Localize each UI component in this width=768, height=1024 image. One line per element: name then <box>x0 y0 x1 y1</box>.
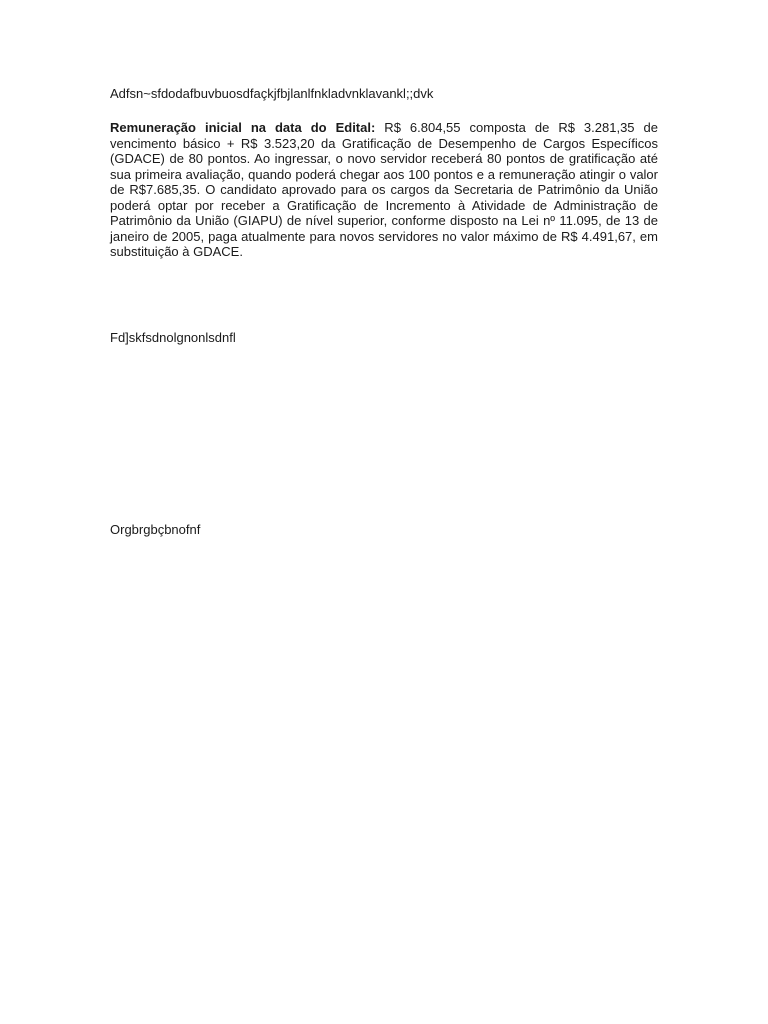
remuneration-paragraph <box>110 120 658 260</box>
text-line-2: Fd]skfsdnolgnonlsdnfl <box>110 330 236 345</box>
text-line-3: Orgbrgbçbnofnf <box>110 522 201 537</box>
text-line-1: Adfsn~sfdodafbuvbuosdfaçkjfbjlanlfnkladvnklavankl;;dvk <box>110 86 434 101</box>
remuneration-lead: Remuneração inicial na data do Edital: <box>110 120 376 135</box>
remuneration-body: R$ 6.804,55 composta de R$ 3.281,35 de vencimento básico + R$ 3.523,20 da Gratificação de Desempenho de Cargos Específicos (GDACE) de 80 pontos. Ao ingressar, o novo servidor receberá 80 pontos de gratificação até sua primeira avaliação, quando poderá chegar aos 100 pontos e a remuneração atingir o valor de R$7.685,35. O candidato aprovado para os cargos da Secretaria de Patrimônio da União poderá optar por receber a Gratificação de Incremento à Atividade de Administração de Patrimônio da União (GIAPU) de nível superior, conforme disposto na Lei nº 11.095, de 13 de janeiro de 2005, paga atualmente para novos servidores no valor máximo de R$ 4.491,67, em substituição à GDACE. <box>110 120 658 259</box>
